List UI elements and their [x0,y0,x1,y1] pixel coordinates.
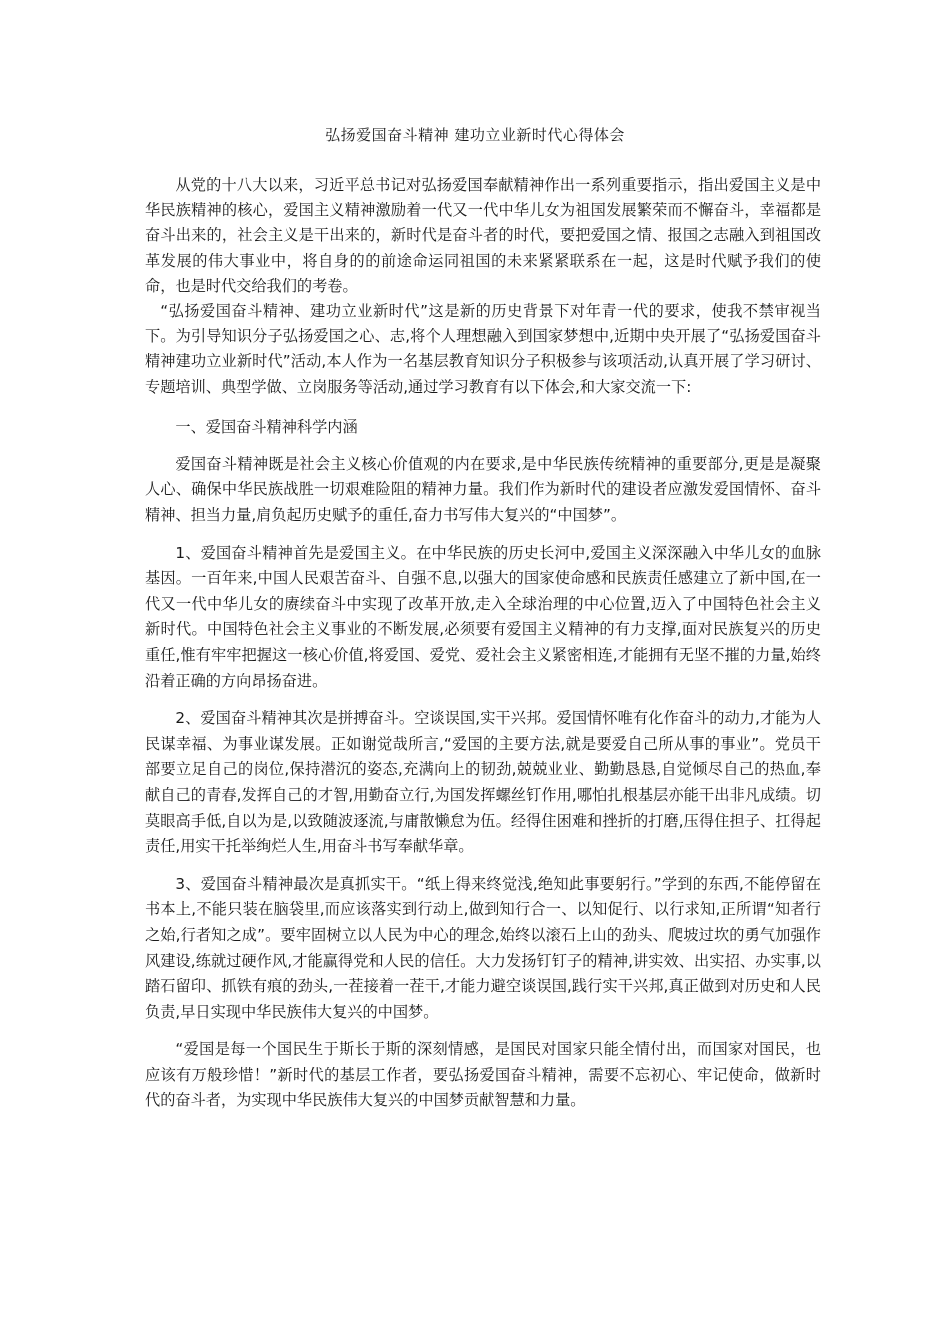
paragraph-point-2: 2、爱国奋斗精神其次是拼搏奋斗。空谈误国,实干兴邦。爱国情怀唯有化作奋斗的动力,才能为人民谋幸福、为事业谋发展。正如谢觉哉所言,“爱国的主要方法,就是要爱自己所从事的事业”。党员干部要立足自己的岗位,保持潜沉的姿态,充满向上的韧劲,兢兢业业、勤勤恳恳,自觉倾尽自己的热血,奉献自己的青春,发挥自己的才智,用勤奋立行,为国发挥螺丝钉作用,哪怕扎根基层亦能干出非凡成绩。切莫眼高手低,自以为是,以致随波逐流,与庸散懒怠为伍。经得住困难和挫折的打磨,压得住担子、扛得起责任,用实干托举绚烂人生,用奋斗书写奉献华章。 [145,709,821,856]
paragraph-point-1: 1、爱国奋斗精神首先是爱国主义。在中华民族的历史长河中,爱国主义深深融入中华儿女的血脉基因。一百年来,中国人民艰苦奋斗、自强不息,以强大的国家使命感和民族责任感建立了新中国,在一代又一代中华儿女的赓续奋斗中实现了改革开放,走入全球治理的中心位置,迈入了中国特色社会主义新时代。中国特色社会主义事业的不断发展,必须要有爱国主义精神的有力支撑,面对民族复兴的历史重任,惟有牢牢把握这一核心价值,将爱国、爱党、爱社会主义紧密相连,才能拥有无坚不摧的力量,始终沿着正确的方向昂扬奋进。 [145,543,821,690]
paragraph-connotation: 爱国奋斗精神既是社会主义核心价值观的内在要求,是中华民族传统精神的重要部分,更是是凝聚人心、确保中华民族战胜一切艰难险阻的精神力量。我们作为新时代的建设者应激发爱国情怀、奋斗精神、担当力量,肩负起历史赋予的重任,奋力书写伟大复兴的“中国梦”。 [145,454,821,525]
document-body [145,173,821,1114]
section-heading: 一、爱国奋斗精神科学内涵 [175,417,358,436]
paragraph-point-3: 3、爱国奋斗精神最次是真抓实干。“纸上得来终觉浅,绝知此事要躬行。”学到的东西,不能停留在书本上,不能只装在脑袋里,而应该落实到行动上,做到知行合一、以知促行、以行求知,正所谓“知者行之始,行者知之成”。要牢固树立以人民为中心的理念,始终以滚石上山的劲头、爬坡过坎的勇气加强作风建设,练就过硬作风,才能赢得党和人民的信任。大力发扬钉钉子的精神,讲实效、出实招、办实事,以踏石留印、抓铁有痕的劲头,一茬接着一茬干,才能力避空谈误国,践行实干兴邦,真正做到对历史和人民负责,早日实现中华民族伟大复兴的中国梦。 [145,874,821,1021]
paragraph-conclusion: “爱国是每一个国民生于斯长于斯的深刻情感，是国民对国家只能全情付出，而国家对国民，也应该有万般珍惜！”新时代的基层工作者，要弘扬爱国奋斗精神，需要不忘初心、牢记使命，做新时代的奋斗者，为实现中华民族伟大复兴的中国梦贡献智慧和力量。 [145,1040,821,1110]
document-title: 弘扬爱国奋斗精神 建功立业新时代心得体会 [325,126,625,144]
paragraph-activity: “弘扬爱国奋斗精神、建功立业新时代”这是新的历史背景下对年青一代的要求，使我不禁审视当下。为引导知识分子弘扬爱国之心、志,将个人理想融入到国家梦想中,近期中央开展了“弘扬爱国奋斗精神建功立业新时代”活动,本人作为一名基层教育知识分子积极参与该项活动,认真开展了学习研讨、专题培训、典型学做、立岗服务等活动,通过学习教育有以下体会,和大家交流一下: [145,302,821,396]
paragraph-intro: 从党的十八大以来，习近平总书记对弘扬爱国奉献精神作出一系列重要指示，指出爱国主义是中华民族精神的核心，爱国主义精神激励着一代又一代中华儿女为祖国发展繁荣而不懈奋斗，幸福都是奋斗出来的，社会主义是干出来的，新时代是奋斗者的时代，要把爱国之情、报国之志融入到祖国改革发展的伟大事业中，将自身的的前途命运同祖国的未来紧紧联系在一起，这是时代赋予我们的使命，也是时代交给我们的考卷。 [145,176,821,295]
